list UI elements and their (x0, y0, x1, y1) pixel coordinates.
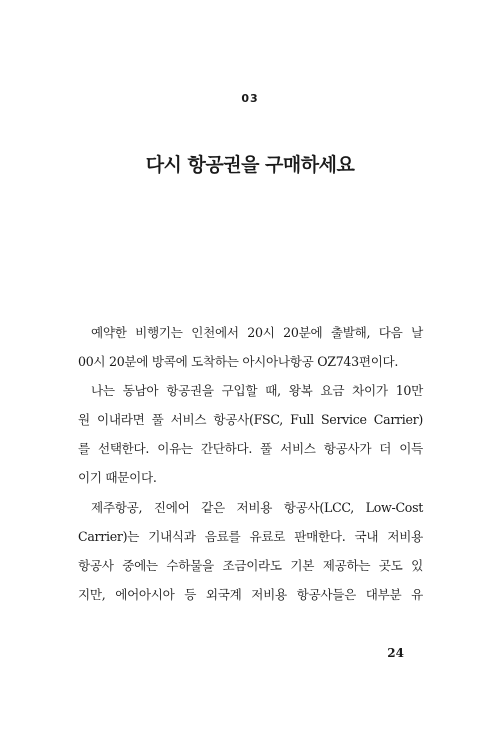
chapter-title: 다시 항공권을 구매하세요 (145, 154, 355, 176)
body-line: 원 이내라면 풀 서비스 항공사(FSC, Full Service Carrier) (78, 412, 423, 428)
body-line: 를 선택한다. 이유는 간단하다. 풀 서비스 항공사가 더 이득 (78, 441, 423, 457)
body-line: 예약한 비행기는 인천에서 20시 20분에 출발해, 다음 날 (91, 325, 423, 340)
body-line: 항공사 중에는 수하물을 조금이라도 기본 제공하는 곳도 있 (78, 557, 423, 573)
body-line: 이기 때문이다. (78, 470, 157, 486)
chapter-number: 03 (241, 92, 259, 105)
body-line: 00시 20분에 방콕에 도착하는 아시아나항공 OZ743편이다. (78, 354, 399, 370)
body-text (78, 318, 423, 609)
page-number: 24 (387, 646, 404, 660)
body-line: 제주항공, 진에어 같은 저비용 항공사(LCC, Low-Cost (91, 499, 423, 515)
body-line: 나는 동남아 항공권을 구입할 때, 왕복 요금 차이가 10만 (91, 383, 423, 399)
body-line: 지만, 에어아시아 등 외국계 저비용 항공사들은 대부분 유 (78, 586, 423, 602)
body-line: Carrier)는 기내식과 음료를 유료로 판매한다. 국내 저비용 (78, 528, 423, 544)
